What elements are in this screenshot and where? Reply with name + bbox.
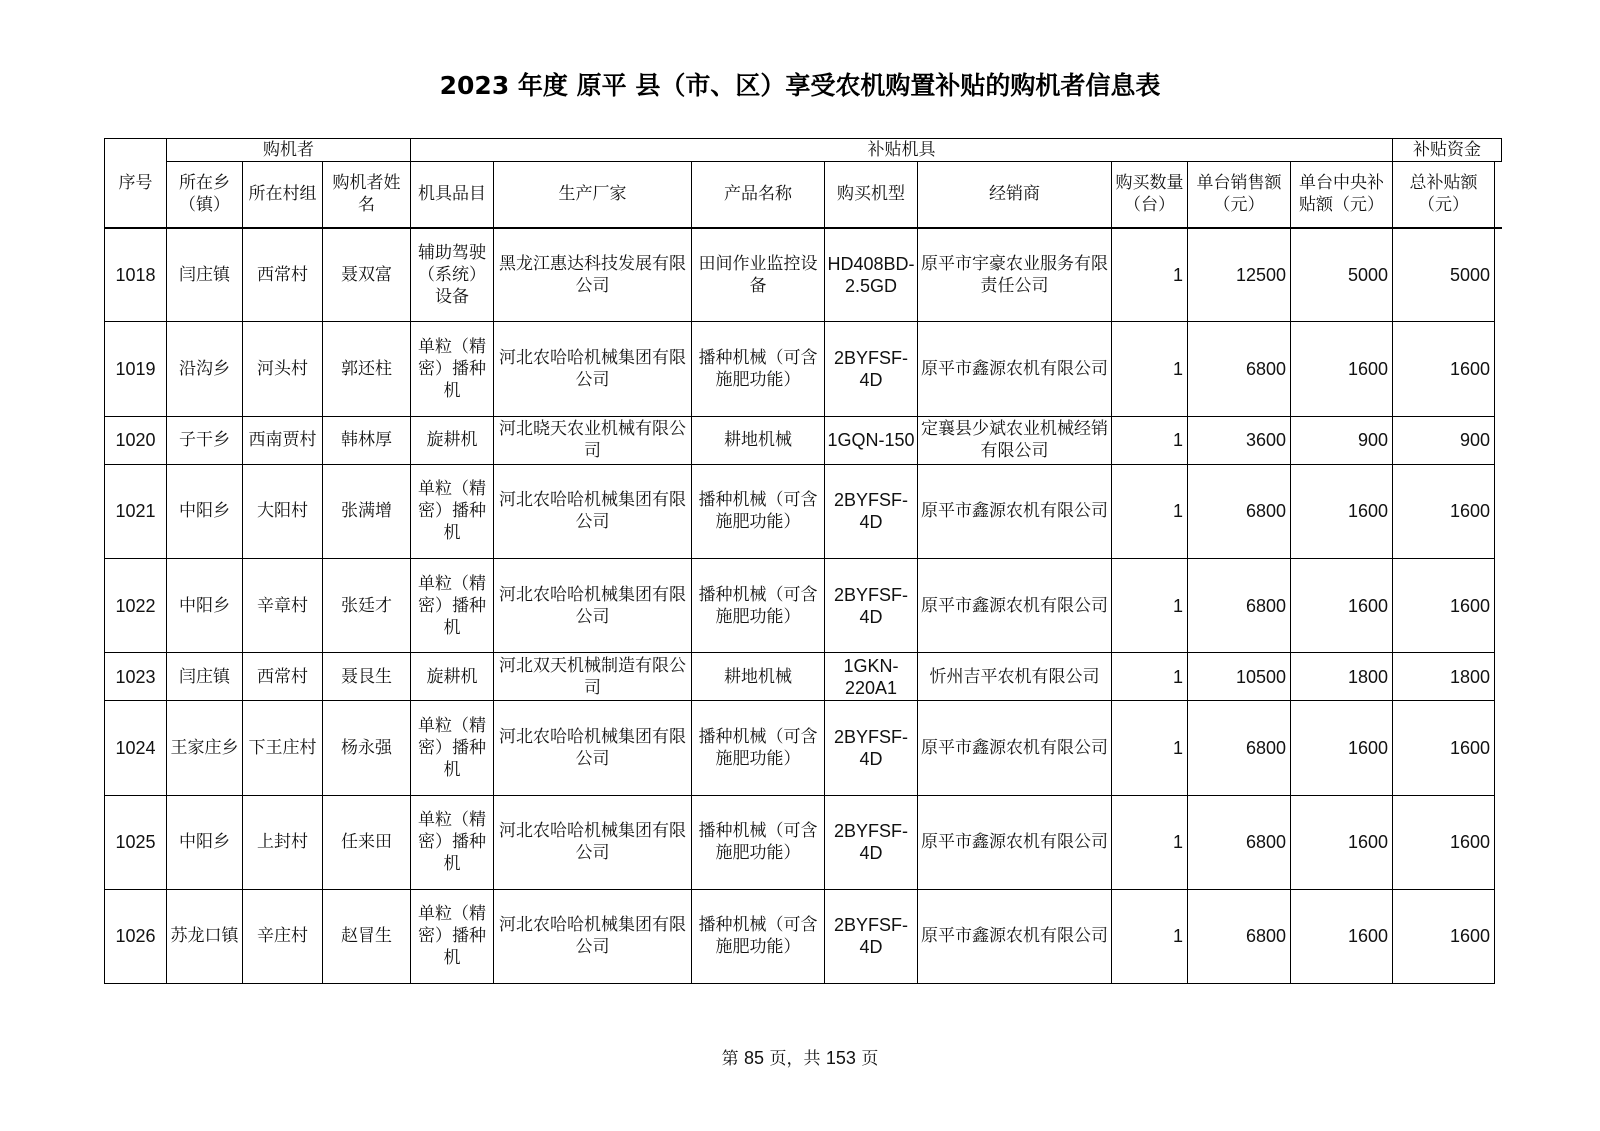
header-total: 总补贴额（元） [1393,162,1495,228]
cell-category: 单粒（精密）播种机 [411,795,494,889]
header-category: 机具品目 [411,162,494,228]
cell-name: 韩林厚 [323,416,411,464]
header-price: 单台销售额（元） [1188,162,1291,228]
footer-middle: 页，共 [769,1049,821,1069]
cell-qty: 1 [1112,795,1188,889]
cell-total: 1600 [1393,889,1495,983]
cell-manufacturer: 河北晓天农业机械有限公司 [494,416,692,464]
cell-manufacturer: 黑龙江惠达科技发展有限公司 [494,228,692,322]
cell-manufacturer: 河北农哈哈机械集团有限公司 [494,558,692,652]
cell-village: 辛庄村 [243,889,323,983]
header-village: 所在村组 [243,162,323,228]
cell-category: 旋耕机 [411,416,494,464]
table-row [105,795,1502,889]
cell-total: 1600 [1393,322,1495,416]
cell-dealer: 原平市鑫源农机有限公司 [918,795,1112,889]
cell-category: 单粒（精密）播种机 [411,464,494,558]
cell-qty: 1 [1112,701,1188,795]
footer-prefix: 第 [721,1049,739,1069]
cell-product: 播种机械（可含施肥功能） [692,558,825,652]
cell-dealer: 原平市鑫源农机有限公司 [918,464,1112,558]
cell-id: 1019 [105,322,167,416]
cell-qty: 1 [1112,416,1188,464]
cell-product: 播种机械（可含施肥功能） [692,322,825,416]
page-footer [0,1044,1600,1069]
cell-id: 1026 [105,889,167,983]
subsidy-table [104,138,1502,984]
cell-total: 1600 [1393,558,1495,652]
cell-qty: 1 [1112,464,1188,558]
cell-village: 西常村 [243,653,323,701]
cell-model: 2BYFSF-4D [825,558,918,652]
header-township: 所在乡（镇） [167,162,243,228]
header-qty: 购买数量（台） [1112,162,1188,228]
cell-name: 张满增 [323,464,411,558]
cell-village: 下王庄村 [243,701,323,795]
cell-name: 张廷才 [323,558,411,652]
cell-village: 西常村 [243,228,323,322]
cell-price: 3600 [1188,416,1291,464]
table-row [105,322,1502,416]
header-dealer: 经销商 [918,162,1112,228]
cell-model: 2BYFSF-4D [825,795,918,889]
cell-category: 辅助驾驶（系统）设备 [411,228,494,322]
cell-id: 1022 [105,558,167,652]
header-group-row [105,139,1502,162]
cell-product: 播种机械（可含施肥功能） [692,889,825,983]
cell-total: 1600 [1393,701,1495,795]
cell-township: 闫庄镇 [167,653,243,701]
cell-qty: 1 [1112,653,1188,701]
cell-central: 1600 [1291,322,1393,416]
cell-id: 1020 [105,416,167,464]
cell-manufacturer: 河北农哈哈机械集团有限公司 [494,795,692,889]
cell-dealer: 原平市鑫源农机有限公司 [918,558,1112,652]
cell-township: 子干乡 [167,416,243,464]
cell-product: 播种机械（可含施肥功能） [692,795,825,889]
cell-model: 1GKN-220A1 [825,653,918,701]
cell-township: 闫庄镇 [167,228,243,322]
header-group-funds: 补贴资金 [1393,139,1502,162]
cell-manufacturer: 河北农哈哈机械集团有限公司 [494,701,692,795]
cell-id: 1023 [105,653,167,701]
table-row [105,889,1502,983]
table-row [105,228,1502,322]
cell-product: 播种机械（可含施肥功能） [692,464,825,558]
cell-village: 河头村 [243,322,323,416]
cell-model: 1GQN-150 [825,416,918,464]
cell-dealer: 定襄县少斌农业机械经销有限公司 [918,416,1112,464]
cell-manufacturer: 河北双天机械制造有限公司 [494,653,692,701]
cell-manufacturer: 河北农哈哈机械集团有限公司 [494,464,692,558]
cell-name: 任来田 [323,795,411,889]
header-group-machine: 补贴机具 [411,139,1393,162]
cell-qty: 1 [1112,228,1188,322]
cell-product: 播种机械（可含施肥功能） [692,701,825,795]
cell-township: 苏龙口镇 [167,889,243,983]
cell-qty: 1 [1112,322,1188,416]
cell-total: 1600 [1393,464,1495,558]
cell-township: 中阳乡 [167,795,243,889]
cell-qty: 1 [1112,558,1188,652]
cell-central: 1800 [1291,653,1393,701]
cell-total: 1800 [1393,653,1495,701]
cell-township: 中阳乡 [167,558,243,652]
cell-total: 1600 [1393,795,1495,889]
table-row [105,653,1502,701]
cell-total: 5000 [1393,228,1495,322]
cell-category: 单粒（精密）播种机 [411,558,494,652]
table-row [105,558,1502,652]
cell-name: 郭还柱 [323,322,411,416]
table-row [105,701,1502,795]
cell-model: 2BYFSF-4D [825,889,918,983]
cell-id: 1024 [105,701,167,795]
cell-village: 西南贾村 [243,416,323,464]
cell-total: 900 [1393,416,1495,464]
cell-township: 沿沟乡 [167,322,243,416]
cell-central: 1600 [1291,889,1393,983]
cell-central: 1600 [1291,464,1393,558]
header-index: 序号 [105,139,167,228]
cell-model: 2BYFSF-4D [825,322,918,416]
cell-model: 2BYFSF-4D [825,701,918,795]
cell-manufacturer: 河北农哈哈机械集团有限公司 [494,889,692,983]
cell-price: 6800 [1188,701,1291,795]
footer-total-pages: 153 [825,1048,856,1068]
footer-page-number: 85 [744,1048,765,1068]
cell-price: 10500 [1188,653,1291,701]
cell-central: 900 [1291,416,1393,464]
header-buyer-name: 购机者姓名 [323,162,411,228]
cell-dealer: 原平市鑫源农机有限公司 [918,322,1112,416]
page-title: 2023 年度 原平 县（市、区）享受农机购置补贴的购机者信息表 [439,71,1161,100]
cell-id: 1021 [105,464,167,558]
cell-id: 1018 [105,228,167,322]
cell-category: 旋耕机 [411,653,494,701]
cell-central: 1600 [1291,701,1393,795]
cell-dealer: 忻州吉平农机有限公司 [918,653,1112,701]
cell-name: 杨永强 [323,701,411,795]
cell-price: 6800 [1188,464,1291,558]
cell-dealer: 原平市鑫源农机有限公司 [918,889,1112,983]
cell-category: 单粒（精密）播种机 [411,322,494,416]
cell-township: 王家庄乡 [167,701,243,795]
cell-township: 中阳乡 [167,464,243,558]
cell-price: 6800 [1188,558,1291,652]
cell-village: 辛章村 [243,558,323,652]
cell-model: 2BYFSF-4D [825,464,918,558]
cell-price: 6800 [1188,889,1291,983]
cell-price: 6800 [1188,795,1291,889]
cell-name: 聂艮生 [323,653,411,701]
cell-price: 6800 [1188,322,1291,416]
table-row [105,464,1502,558]
cell-id: 1025 [105,795,167,889]
cell-name: 赵冒生 [323,889,411,983]
cell-dealer: 原平市鑫源农机有限公司 [918,701,1112,795]
cell-village: 大阳村 [243,464,323,558]
cell-qty: 1 [1112,889,1188,983]
cell-model: HD408BD-2.5GD [825,228,918,322]
header-manufacturer: 生产厂家 [494,162,692,228]
cell-central: 1600 [1291,795,1393,889]
cell-price: 12500 [1188,228,1291,322]
header-central: 单台中央补贴额（元） [1291,162,1393,228]
cell-village: 上封村 [243,795,323,889]
cell-category: 单粒（精密）播种机 [411,701,494,795]
cell-central: 5000 [1291,228,1393,322]
cell-product: 耕地机械 [692,416,825,464]
footer-suffix: 页 [861,1049,879,1069]
header-row [105,162,1502,228]
cell-dealer: 原平市宇豪农业服务有限责任公司 [918,228,1112,322]
cell-category: 单粒（精密）播种机 [411,889,494,983]
cell-product: 耕地机械 [692,653,825,701]
cell-manufacturer: 河北农哈哈机械集团有限公司 [494,322,692,416]
cell-name: 聂双富 [323,228,411,322]
cell-central: 1600 [1291,558,1393,652]
header-model: 购买机型 [825,162,918,228]
table-row [105,416,1502,464]
header-product: 产品名称 [692,162,825,228]
header-group-buyer: 购机者 [167,139,411,162]
cell-product: 田间作业监控设备 [692,228,825,322]
